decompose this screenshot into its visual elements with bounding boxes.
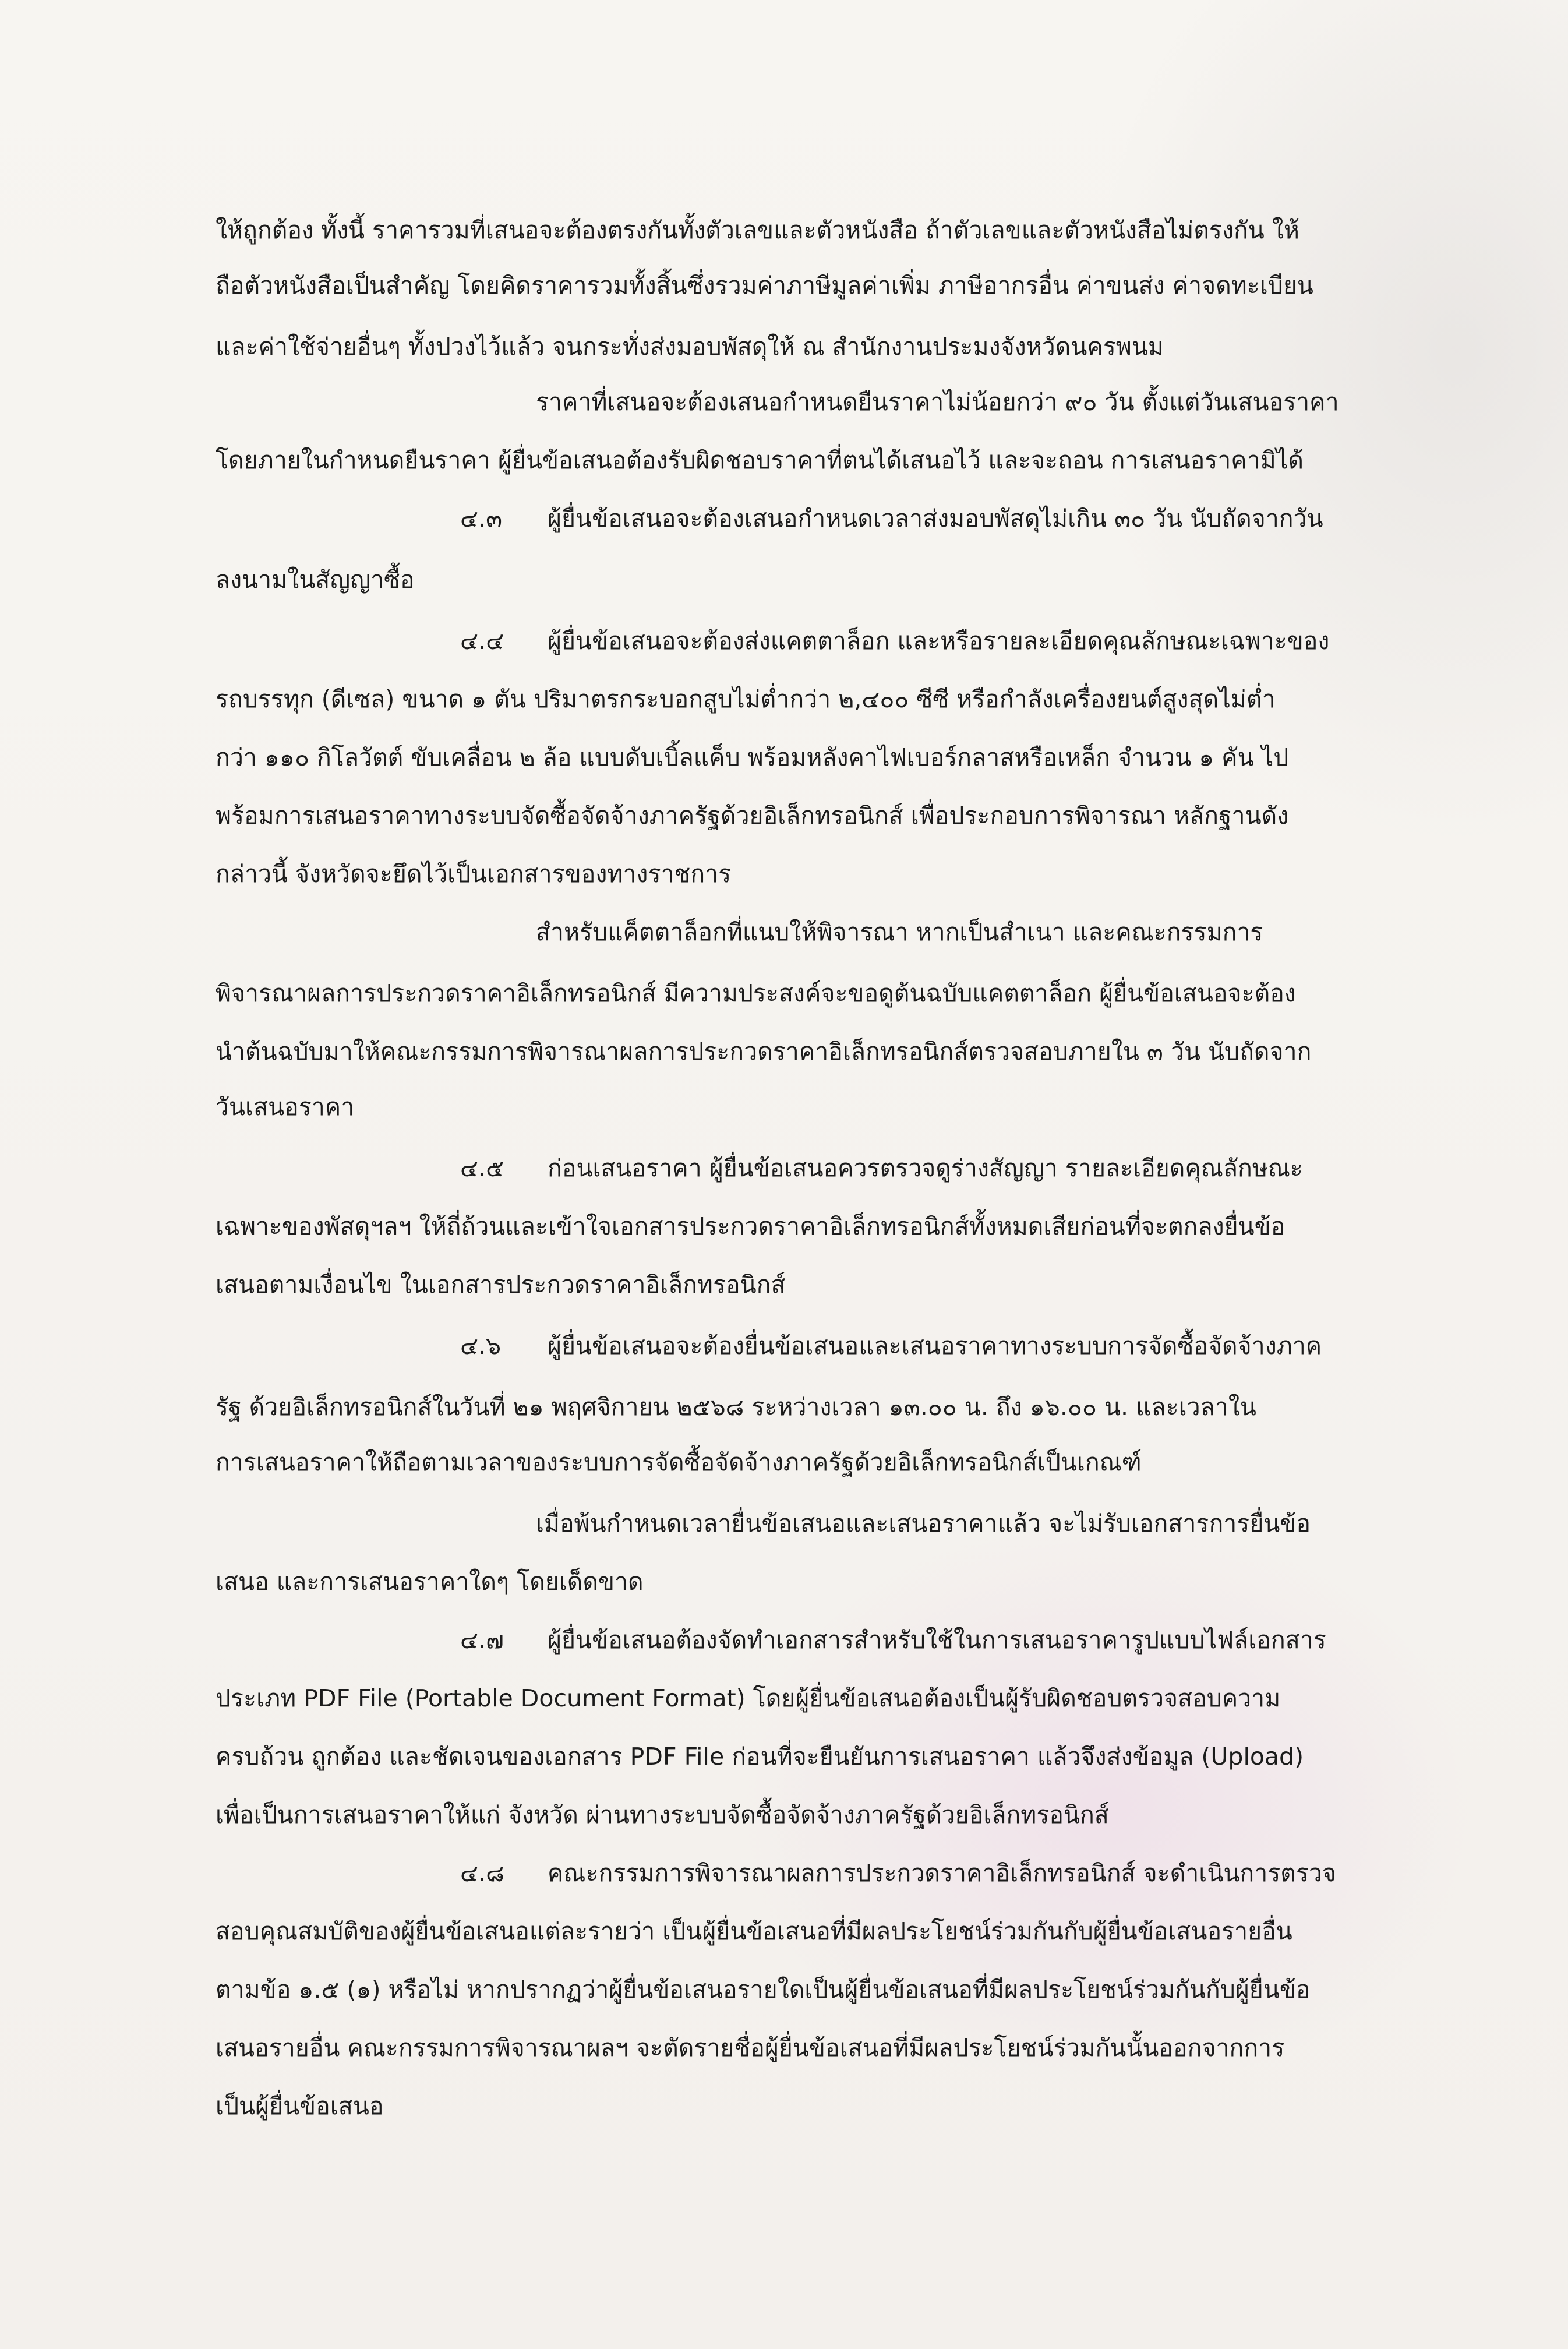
body-line-19: เสนอตามเงื่อนไข ในเอกสารประกวดราคาอิเล็กทรอนิกส์ bbox=[216, 1271, 786, 1299]
body-line-21: รัฐ ด้วยอิเล็กทรอนิกส์ในวันที่ ๒๑ พฤศจิกายน ๒๕๖๘ ระหว่างเวลา ๑๓.๐๐ น. ถึง ๑๖.๐๐ น. และเวลาใน bbox=[216, 1393, 1256, 1421]
clause-number-4-3: ๔.๓ bbox=[460, 505, 503, 532]
body-line-32: เสนอรายอื่น คณะกรรมการพิจารณาผลฯ จะตัดรายชื่อผู้ยื่นข้อเสนอที่มีผลประโยชน์ร่วมกันนั้นออกจากการ bbox=[216, 2034, 1285, 2062]
body-line-13: สำหรับแค็ตตาล็อกที่แนบให้พิจารณา หากเป็นสำเนา และคณะกรรมการ bbox=[536, 918, 1263, 946]
body-line-20: ผู้ยื่นข้อเสนอจะต้องยื่นข้อเสนอและเสนอราคาทางระบบการจัดซื้อจัดจ้างภาค bbox=[548, 1332, 1322, 1360]
body-line-33: เป็นผู้ยื่นข้อเสนอ bbox=[216, 2092, 384, 2120]
body-line-3: และค่าใช้จ่ายอื่นๆ ทั้งปวงไว้แล้ว จนกระทั่งส่งมอบพัสดุให้ ณ สำนักงานประมงจังหวัดนครพนม bbox=[216, 333, 1164, 361]
body-line-6: ผู้ยื่นข้อเสนอจะต้องเสนอกำหนดเวลาส่งมอบพัสดุไม่เกิน ๓๐ วัน นับถัดจากวัน bbox=[548, 505, 1323, 532]
clause-number-4-8: ๔.๘ bbox=[460, 1859, 504, 1887]
body-line-1: ให้ถูกต้อง ทั้งนี้ ราคารวมที่เสนอจะต้องตรงกันทั้งตัวเลขและตัวหนังสือ ถ้าตัวเลขและตัวหนังสือไม่ตรงกัน ให้ bbox=[216, 216, 1299, 244]
body-line-11: พร้อมการเสนอราคาทางระบบจัดซื้อจัดจ้างภาครัฐด้วยอิเล็กทรอนิกส์ เพื่อประกอบการพิจารณา หลักฐานดัง bbox=[216, 802, 1289, 830]
body-line-12: กล่าวนี้ จังหวัดจะยึดไว้เป็นเอกสารของทางราชการ bbox=[216, 860, 732, 888]
body-line-24: เสนอ และการเสนอราคาใดๆ โดยเด็ดขาด bbox=[216, 1568, 644, 1596]
body-line-31: ตามข้อ ๑.๕ (๑) หรือไม่ หากปรากฏว่าผู้ยื่นข้อเสนอรายใดเป็นผู้ยื่นข้อเสนอที่มีผลประโยชน์ร่วมกันกับผู้ยื่นข้อ bbox=[216, 1976, 1311, 2004]
clause-number-4-4: ๔.๔ bbox=[460, 627, 504, 655]
body-line-16: วันเสนอราคา bbox=[216, 1093, 355, 1121]
body-line-27: ครบถ้วน ถูกต้อง และชัดเจนของเอกสาร PDF File ก่อนที่จะยืนยันการเสนอราคา แล้วจึงส่งข้อมูล (Upload) bbox=[216, 1743, 1304, 1770]
body-line-8: ผู้ยื่นข้อเสนอจะต้องส่งแคตตาล็อก และหรือรายละเอียดคุณลักษณะเฉพาะของ bbox=[548, 627, 1330, 655]
clause-number-4-7: ๔.๗ bbox=[460, 1626, 504, 1654]
body-line-23: เมื่อพ้นกำหนดเวลายื่นข้อเสนอและเสนอราคาแล้ว จะไม่รับเอกสารการยื่นข้อ bbox=[536, 1509, 1311, 1537]
body-line-30: สอบคุณสมบัติของผู้ยื่นข้อเสนอแต่ละรายว่า เป็นผู้ยื่นข้อเสนอที่มีผลประโยชน์ร่วมกันกับผู้ยื่นข้อเสนอรายอื่น bbox=[216, 1917, 1292, 1945]
body-line-7: ลงนามในสัญญาซื้อ bbox=[216, 566, 415, 594]
body-line-25: ผู้ยื่นข้อเสนอต้องจัดทำเอกสารสำหรับใช้ในการเสนอราคารูปแบบไฟล์เอกสาร bbox=[548, 1626, 1326, 1654]
body-line-9: รถบรรทุก (ดีเซล) ขนาด ๑ ตัน ปริมาตรกระบอกสูบไม่ต่ำกว่า ๒,๔๐๐ ซีซี หรือกำลังเครื่องยนต์สูงสุดไม่ต่ำ bbox=[216, 685, 1276, 713]
body-line-28: เพื่อเป็นการเสนอราคาให้แก่ จังหวัด ผ่านทางระบบจัดซื้อจัดจ้างภาครัฐด้วยอิเล็กทรอนิกส์ bbox=[216, 1801, 1109, 1829]
clause-number-4-5: ๔.๕ bbox=[460, 1154, 504, 1182]
body-line-26: ประเภท PDF File (Portable Document Format) โดยผู้ยื่นข้อเสนอต้องเป็นผู้รับผิดชอบตรวจสอบความ bbox=[216, 1684, 1281, 1712]
body-line-14: พิจารณาผลการประกวดราคาอิเล็กทรอนิกส์ มีความประสงค์จะขอดูต้นฉบับแคตตาล็อก ผู้ยื่นข้อเสนอจะต้อง bbox=[216, 979, 1296, 1007]
body-line-2: ถือตัวหนังสือเป็นสำคัญ โดยคิดราคารวมทั้งสิ้นซึ่งรวมค่าภาษีมูลค่าเพิ่ม ภาษีอากรอื่น ค่าขนส่ง ค่าจดทะเบียน bbox=[216, 271, 1313, 299]
body-line-4: ราคาที่เสนอจะต้องเสนอกำหนดยืนราคาไม่น้อยกว่า ๙๐ วัน ตั้งแต่วันเสนอราคา bbox=[536, 388, 1339, 416]
body-line-22: การเสนอราคาให้ถือตามเวลาของระบบการจัดซื้อจัดจ้างภาครัฐด้วยอิเล็กทรอนิกส์เป็นเกณฑ์ bbox=[216, 1448, 1142, 1476]
body-line-29: คณะกรรมการพิจารณาผลการประกวดราคาอิเล็กทรอนิกส์ จะดำเนินการตรวจ bbox=[548, 1859, 1336, 1887]
body-line-5: โดยภายในกำหนดยืนราคา ผู้ยื่นข้อเสนอต้องรับผิดชอบราคาที่ตนได้เสนอไว้ และจะถอน การเสนอราคามิได้ bbox=[216, 446, 1304, 474]
body-line-17: ก่อนเสนอราคา ผู้ยื่นข้อเสนอควรตรวจดูร่างสัญญา รายละเอียดคุณลักษณะ bbox=[548, 1154, 1303, 1182]
body-line-10: กว่า ๑๑๐ กิโลวัตต์ ขับเคลื่อน ๒ ล้อ แบบดับเบิ้ลแค็บ พร้อมหลังคาไฟเบอร์กลาสหรือเหล็ก จำนวน ๑ คัน ไป bbox=[216, 743, 1289, 771]
body-line-15: นำต้นฉบับมาให้คณะกรรมการพิจารณาผลการประกวดราคาอิเล็กทรอนิกส์ตรวจสอบภายใน ๓ วัน นับถัดจาก bbox=[216, 1038, 1312, 1066]
body-line-18: เฉพาะของพัสดุฯลฯ ให้ถี่ถ้วนและเข้าใจเอกสารประกวดราคาอิเล็กทรอนิกส์ทั้งหมดเสียก่อนที่จะตกลงยื่นข้อ bbox=[216, 1212, 1286, 1240]
clause-number-4-6: ๔.๖ bbox=[460, 1332, 502, 1360]
